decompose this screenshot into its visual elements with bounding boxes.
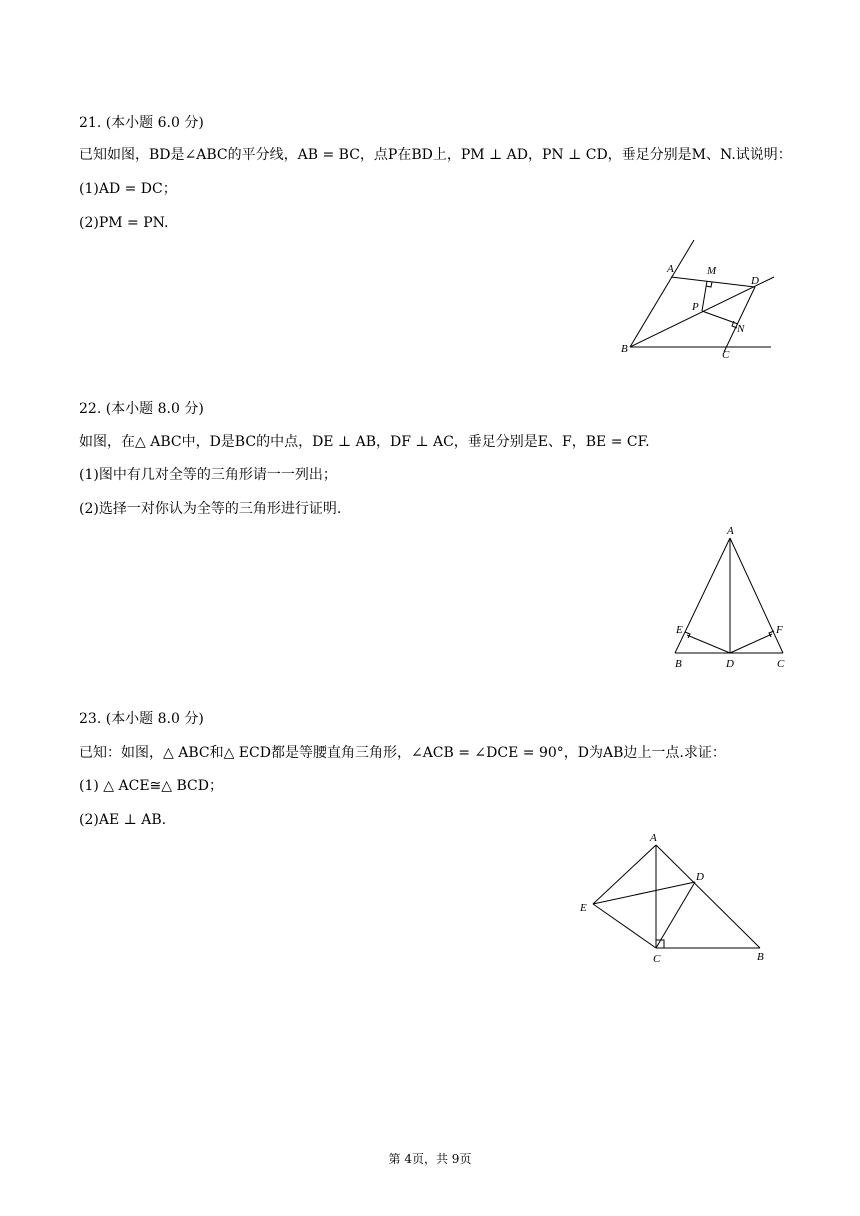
- label-b: B: [675, 658, 682, 670]
- problem-21-stem: 已知如图，BD是∠ABC的平分线，AB = BC，点P在BD上，PM ⊥ AD，PN ⊥ CD，垂足分别是M、N.试说明：: [79, 147, 792, 163]
- problem-21-part-2: (2)PM = PN.: [79, 215, 169, 231]
- label-b: B: [757, 951, 764, 963]
- label-d: D: [726, 658, 734, 670]
- label-a: A: [727, 525, 734, 537]
- problem-23-header: 23. (本小题 8.0 分): [79, 711, 204, 727]
- problem-22-part-2: (2)选择一对你认为全等的三角形进行证明.: [79, 501, 342, 517]
- label-c: C: [653, 953, 661, 965]
- problem-23-stem: 已知：如图，△ ABC和△ ECD都是等腰直角三角形，∠ACB = ∠DCE = 90°，D为AB边上一点.求证：: [79, 745, 726, 761]
- label-n: N: [737, 323, 745, 335]
- label-e: E: [676, 624, 683, 636]
- figure-23: [570, 825, 780, 970]
- label-c: C: [722, 349, 730, 361]
- label-b: B: [621, 343, 628, 355]
- label-p: P: [692, 301, 699, 313]
- figure-21: [610, 230, 790, 365]
- problem-23-part-2: (2)AE ⊥ AB.: [79, 812, 167, 828]
- label-m: M: [707, 265, 717, 277]
- label-a: A: [667, 263, 674, 275]
- problem-22-part-1: (1)图中有几对全等的三角形请一一列出；: [79, 467, 337, 483]
- figure-22: [665, 520, 795, 675]
- page-footer: 第 4页，共 9页: [388, 1152, 472, 1166]
- problem-21-part-1: (1)AD = DC；: [79, 181, 177, 197]
- label-d: D: [696, 871, 704, 883]
- label-c: C: [777, 658, 785, 670]
- problem-22-header: 22. (本小题 8.0 分): [79, 401, 204, 417]
- label-f: F: [776, 624, 783, 636]
- label-e: E: [580, 902, 587, 914]
- problem-21-header: 21. (本小题 6.0 分): [79, 115, 204, 131]
- label-d: D: [751, 275, 759, 287]
- label-a: A: [650, 832, 657, 844]
- problem-22-stem: 如图，在△ ABC中，D是BC的中点，DE ⊥ AB，DF ⊥ AC，垂足分别是E、F，BE = CF.: [79, 434, 650, 450]
- problem-23-part-1: (1) △ ACE≅△ BCD；: [79, 778, 223, 794]
